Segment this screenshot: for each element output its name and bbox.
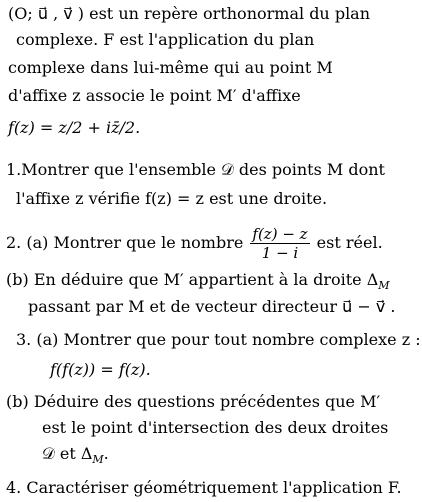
question-2b-line-2 xyxy=(28,297,395,317)
question-2a-fraction-denominator: 1 − i xyxy=(261,244,299,262)
question-1-line-1 xyxy=(6,160,385,180)
question-2b-delta-subscript: M xyxy=(378,279,390,293)
question-3b-delta-subscript: M xyxy=(92,453,104,467)
question-4-text: 4. Caractériser géométriquement l'application F. xyxy=(6,478,402,497)
intro-line-2-text: complexe. F est l'application du plan xyxy=(16,30,315,49)
question-4 xyxy=(6,478,402,498)
question-1-line-1-text: 1.Montrer que l'ensemble 𝒟 des points M dont xyxy=(6,160,385,179)
question-3b-line-1-text: (b) Déduire des questions précédentes que M′ xyxy=(6,392,381,411)
question-3a-line-1-text: 3. (a) Montrer que pour tout nombre complexe z : xyxy=(16,330,421,349)
intro-line-3 xyxy=(8,58,333,78)
intro-formula-text: f(z) = z/2 + iz̄/2. xyxy=(8,118,141,137)
intro-line-4 xyxy=(8,86,301,106)
question-2b-line-2-text: passant par M et de vecteur directeur u⃗ − v⃗ . xyxy=(28,297,396,316)
question-3a-formula-text: f(f(z)) = f(z). xyxy=(50,360,151,379)
question-2b-line-1-text: (b) En déduire que M′ appartient à la droite Δ xyxy=(6,270,379,289)
question-2a-fraction xyxy=(250,226,309,261)
intro-line-2 xyxy=(16,30,314,50)
question-3b-line-1 xyxy=(6,392,380,412)
question-3a-formula xyxy=(50,360,151,380)
intro-formula xyxy=(8,118,140,138)
question-1-line-2 xyxy=(16,189,327,209)
question-3a-line-1 xyxy=(16,330,421,350)
intro-line-1-text: (O; u⃗ , v⃗ ) est un repère orthonormal du plan xyxy=(8,4,371,23)
question-3b-line-3-suffix: . xyxy=(103,444,109,463)
question-2a-suffix: est réel. xyxy=(316,233,383,252)
question-2b-line-1 xyxy=(6,270,390,296)
question-2a-prefix: 2. (a) Montrer que le nombre xyxy=(6,233,244,252)
intro-line-3-text: complexe dans lui-même qui au point M xyxy=(8,58,333,77)
question-3b-line-2-text: est le point d'intersection des deux droites xyxy=(42,418,389,437)
question-3b-line-3 xyxy=(42,444,109,470)
question-3b-line-2 xyxy=(42,418,388,438)
question-2a xyxy=(6,226,383,261)
intro-line-4-text: d'affixe z associe le point M′ d'affixe xyxy=(8,86,301,105)
question-3b-line-3-prefix: 𝒟 et Δ xyxy=(42,444,93,463)
question-1-line-2-text: l'affixe z vérifie f(z) = z est une droite. xyxy=(16,189,328,208)
intro-line-1 xyxy=(8,4,370,24)
question-2a-fraction-numerator: f(z) − z xyxy=(252,225,308,243)
